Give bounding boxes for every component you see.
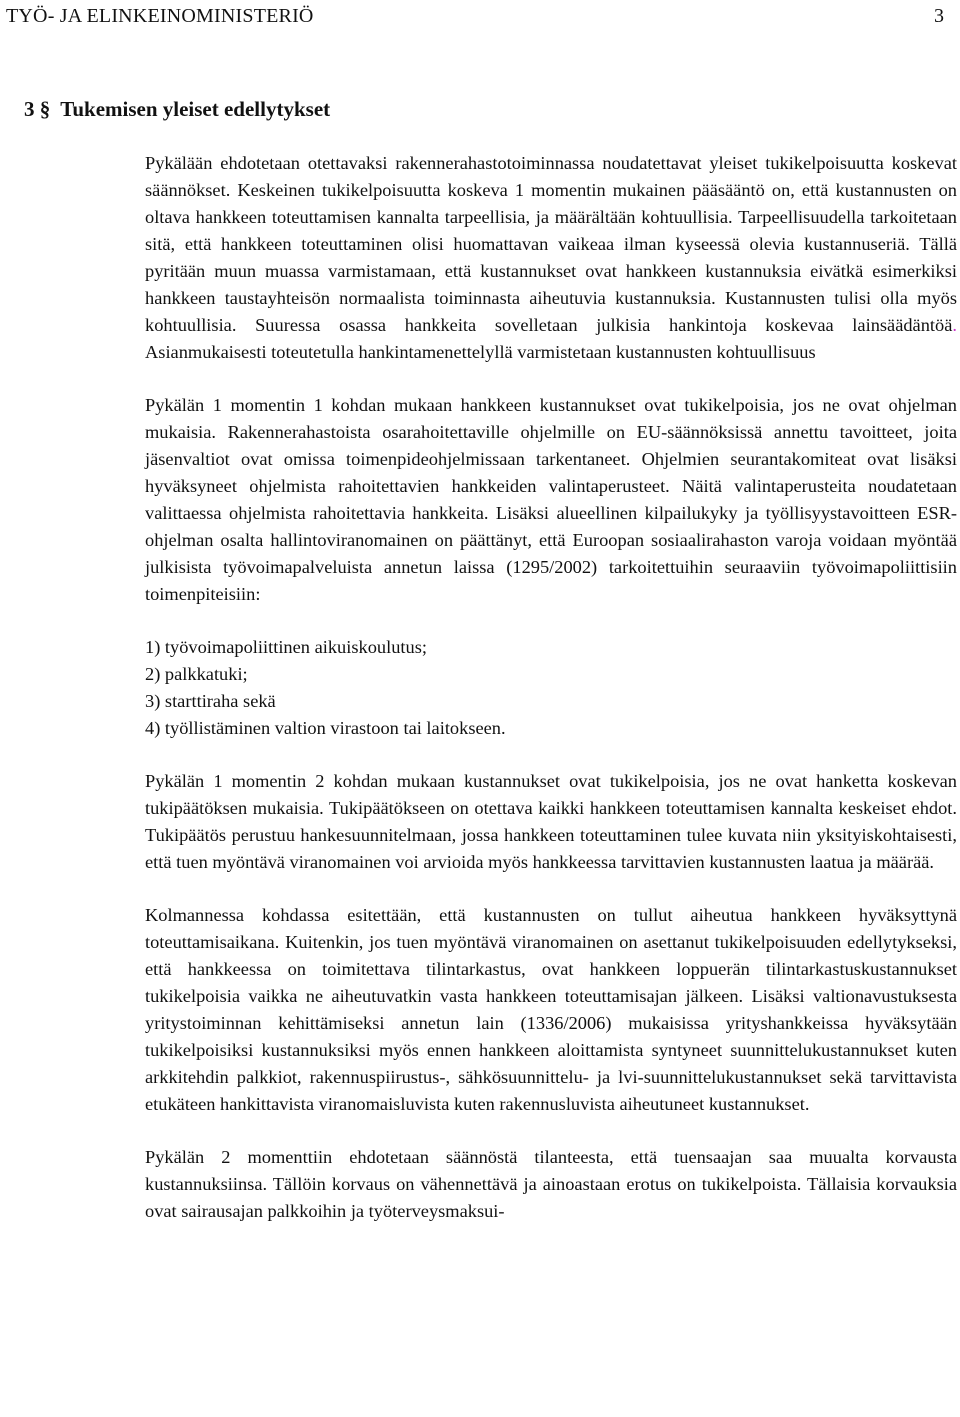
paragraph-decision-conformity: Pykälän 1 momentin 2 kohdan mukaan kustannukset ovat tukikelpoisia, jos ne ovat hanketta koskevan tukipäätöksen mukaisia. Tukipäätökseen on otettava kaikki hankkeen toteuttamisen kannalta keskeiset ehdot. Tukipäätös perustuu hankesuunnitelmaan, jossa hankkeen toteuttaminen tulee kuvata niin yksityiskohtaisesti, että tuen myöntävä viranomainen voi arvioida myös hankkeessa tarvittavien kustannusten laatua ja määrää. [145,771,957,872]
list-item: 3) starttiraha sekä [145,691,276,711]
list-item: 2) palkkatuki; [145,664,248,684]
paragraph-general-requirements [145,150,957,366]
paragraph-text: Pykälään ehdotetaan otettavaksi rakennerahastotoiminnassa noudatettavat yleiset tukikelpoisuutta koskevat säännökset. Keskeinen tukikelpoisuutta koskeva 1 momentin mukainen pääsääntö on, että kustannusten on oltava hankkeen toteuttamisen kannalta tarpeellisia, ja määrältään kohtuullisia. Tarpeellisuudella tarkoitetaan sitä, että hankkeen toteuttaminen olisi huomattavan vaikeaa ilman kyseessä olevia kustannuseriä. Tällä pyritään muun muassa varmistamaan, että kustannukset ovat hankkeen kustannuksia eivätkä esimerkiksi hankkeen taustayhteisön normaalista toiminnasta aiheutuvia kustannuksia. Kustannusten tulisi olla myös kohtuullisia. Suuressa osassa hankkeita sovelletaan julkisia hankintoja koskevaa lainsäädäntöä [145,153,957,335]
highlight-mark: . [952,315,957,335]
list-item: 1) työvoimapoliittinen aikuiskoulutus; [145,637,427,657]
list-item: 4) työllistäminen valtion virastoon tai laitokseen. [145,718,506,738]
measures-list [145,634,957,742]
ministry-header: TYÖ- JA ELINKEINOMINISTERIÖ [6,5,314,27]
section-heading [24,96,330,122]
body-content [145,150,957,1225]
paragraph-compensation: Pykälän 2 momenttiin ehdotetaan säännöstä tilanteesta, että tuensaajan saa muualta korvausta kustannuksiinsa. Tällöin korvaus on vähennettävä ja ainoastaan erotus on tukikelpoista. Tällaisia korvauksia ovat sairausajan palkkoihin ja työterveysmaksui- [145,1147,957,1221]
section-number: 3 § [24,97,51,121]
paragraph-text-tail: Asianmukaisesti toteutetulla hankintamenettelyllä varmistetaan kustannusten kohtuullisuus [145,342,816,362]
paragraph-programme-conformity: Pykälän 1 momentin 1 kohdan mukaan hankkeen kustannukset ovat tukikelpoisia, jos ne ovat ohjelman mukaisia. Rakennerahastoista osarahoitettaville ohjelmille on EU-säännöksissä annettu tavoitteet, joita jäsenvaltiot ovat omissa toimenpideohjelmissaan tarkentaneet. Ohjelmien seurantakomiteat ovat lisäksi hyväksyneet ohjelmista rahoitettavien hankkeiden valintaperusteet. Näitä valintaperusteita noudatetaan valittaessa ohjelmista rahoitettavia hankkeita. Lisäksi alueellinen kilpailukyky ja työllisyystavoitteen ESR-ohjelman osalta hallintoviranomainen on päättänyt, että Euroopan sosiaalirahaston varoja voidaan myöntää julkisista työvoimapalveluista annetun laissa (1295/2002) tarkoitettuihin seuraaviin työvoimapoliittisiin toimenpiteisiin: [145,395,957,604]
page-number: 3 [934,5,944,27]
section-title-text: Tukemisen yleiset edellytykset [60,97,331,121]
paragraph-implementation-period: Kolmannessa kohdassa esitettään, että kustannusten on tullut aiheutua hankkeen hyväksyttynä toteuttamisaikana. Kuitenkin, jos tuen myöntävä viranomainen on asettanut tukikelpoisuuden edellytykseksi, että hankkeessa on toimitettava tilintarkastus, ovat hankkeen loppuerän tilintarkastuskustannukset tukikelpoisia vaikka ne aiheutuvatkin vasta hankkeen toteuttamisajan jälkeen. Lisäksi valtionavustuksesta yritystoiminnan kehittämiseksi annetun lain (1336/2006) mukaisissa yrityshankkeissa hyväksytään tukikelpoisiksi kustannuksiksi myös ennen hankkeen aloittamista syntyneet suunnittelukustannukset kuten arkkitehdin palkkiot, rakennuspiirustus-, sähkösuunnittelu- ja lvi-suunnittelukustannukset sekä tarvittavista etukäteen hankittavista viranomaisluvista kuten rakennusluvista aiheutuneet kustannukset. [145,905,957,1114]
